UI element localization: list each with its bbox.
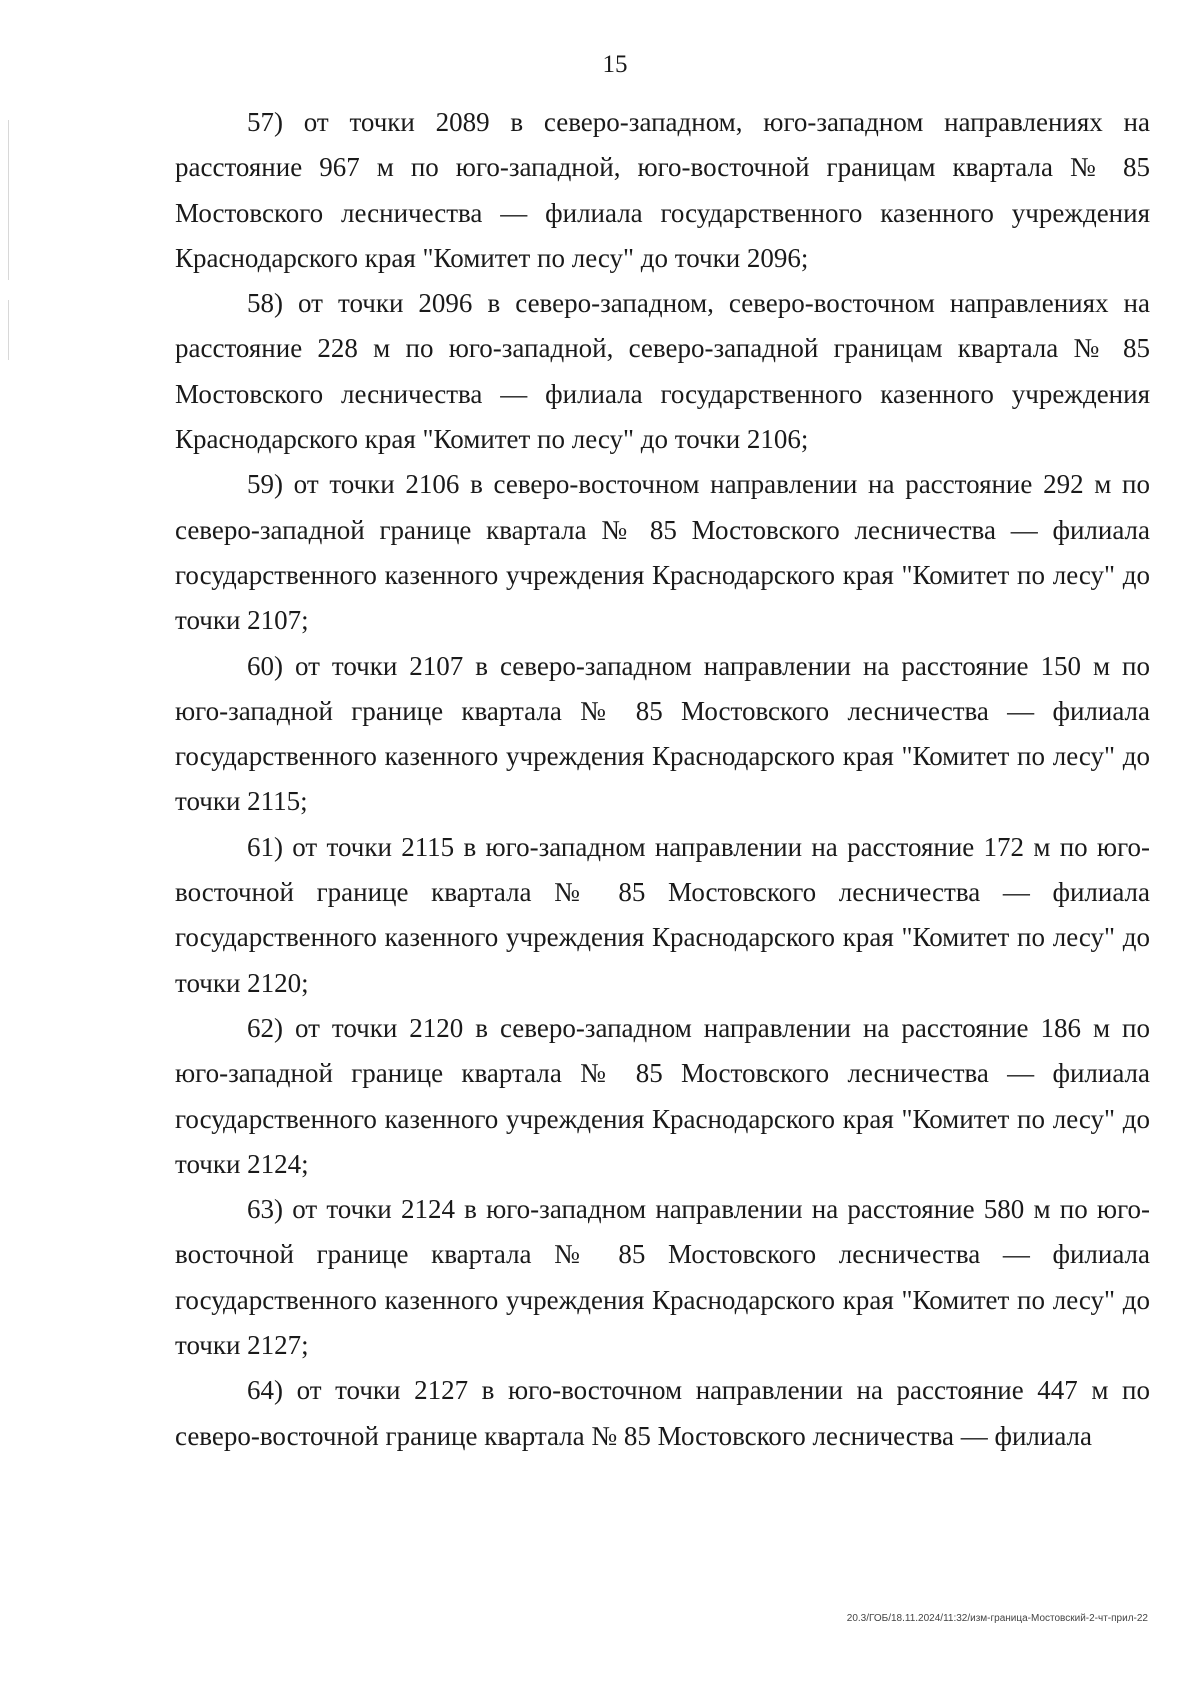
scan-edge-mark — [8, 300, 9, 360]
page-number: 15 — [602, 51, 628, 78]
document-footer-code: 20.3/ГОБ/18.11.2024/11:32/изм-граница-Мостовский-2-чт-прил-22 — [846, 1613, 1148, 1624]
paragraph-62: 62) от точки 2120 в северо-западном направлении на расстояние 186 м по юго-западной границе квартала № 85 Мостовского лесничества — филиала государственного казенного учреждения Краснодарского края "Комитет по лесу" до точки 2124; — [175, 1012, 1150, 1179]
paragraph-64: 64) от точки 2127 в юго-восточном направлении на расстояние 447 м по северо-восточной границе квартала № 85 Мостовского лесничества — филиала — [175, 1375, 1150, 1451]
paragraph-61: 61) от точки 2115 в юго-западном направлении на расстояние 172 м по юго-восточной границе квартала № 85 Мостовского лесничества — филиала государственного казенного учреждения Краснодарского края "Комитет по лесу" до точки 2120; — [175, 831, 1150, 998]
scan-edge-mark — [8, 120, 9, 280]
paragraph-63: 63) от точки 2124 в юго-западном направлении на расстояние 580 м по юго-восточной границе квартала № 85 Мостовского лесничества — филиала государственного казенного учреждения Краснодарского края "Комитет по лесу" до точки 2127; — [175, 1194, 1150, 1361]
paragraph-58: 58) от точки 2096 в северо-западном, северо-восточном направлениях на расстояние 228 м по юго-западной, северо-западной границам квартала № 85 Мостовского лесничества — филиала государственного казенного учреждения Краснодарского края "Комитет по лесу" до точки 2106; — [175, 288, 1150, 455]
paragraph-57: 57) от точки 2089 в северо-западном, юго-западном направлениях на расстояние 967 м по юго-западной, юго-восточной границам квартала № 85 Мостовского лесничества — филиала государственного казенного учреждения Краснодарского края "Комитет по лесу" до точки 2096; — [175, 107, 1150, 273]
document-body — [175, 100, 1150, 1459]
paragraph-59: 59) от точки 2106 в северо-восточном направлении на расстояние 292 м по северо-западной границе квартала № 85 Мостовского лесничества — филиала государственного казенного учреждения Краснодарского края "Комитет по лесу" до точки 2107; — [175, 469, 1150, 636]
paragraph-60: 60) от точки 2107 в северо-западном направлении на расстояние 150 м по юго-западной границе квартала № 85 Мостовского лесничества — филиала государственного казенного учреждения Краснодарского края "Комитет по лесу" до точки 2115; — [175, 650, 1150, 817]
